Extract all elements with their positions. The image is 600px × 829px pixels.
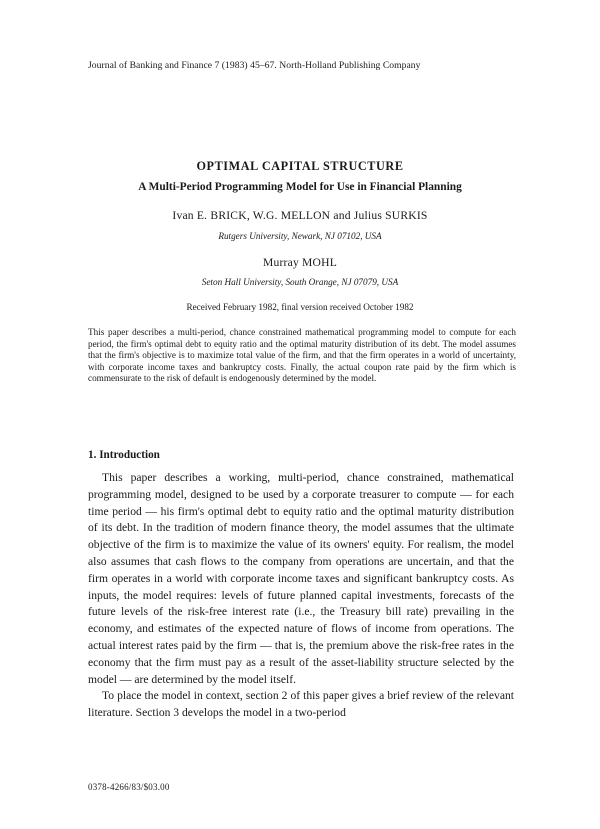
paper-title: OPTIMAL CAPITAL STRUCTURE bbox=[196, 159, 404, 173]
received-dates: Received February 1982, final version received October 1982 bbox=[186, 302, 414, 312]
affiliation-seton-hall: Seton Hall University, South Orange, NJ 07079, USA bbox=[201, 277, 399, 287]
affiliation-rutgers: Rutgers University, Newark, NJ 07102, USA bbox=[218, 231, 382, 241]
journal-header: Journal of Banking and Finance 7 (1983) 45–67. North-Holland Publishing Company bbox=[88, 60, 421, 71]
abstract: This paper describes a multi-period, chance constrained mathematical programming model to compute for each period, the firm's optimal debt to equity ratio and the optimal maturity distribution of its debt. The model assumes that the firm's objective is to maximize total value of the firm, and that the firm operates in a world of uncertainty, with corporate income taxes and bankruptcy costs. Finally, the actual coupon rate paid by the firm which is commensurate to the risk of default is endogenously determined by the model. bbox=[88, 327, 516, 384]
paragraph: To place the model in context, section 2 of this paper gives a brief review of the relevant literature. Section 3 develops the model in a two-period bbox=[88, 689, 514, 720]
authors-line: Ivan E. BRICK, W.G. MELLON and Julius SURKIS bbox=[172, 209, 428, 222]
author-mohl: Murray MOHL bbox=[262, 256, 337, 269]
footer-code: 0378-4266/83/$03.00 bbox=[88, 782, 170, 792]
paragraph: This paper describes a working, multi-period, chance constrained, mathematical programming model, designed to be used by a corporate treasurer to compute — for each time period — his firm's optimal debt to equity ratio and the optimal maturity distribution of its debt. In the tradition of modern finance theory, the model assumes that the ultimate objective of the firm is to maximize the value of its owners' equity. For realism, the model also assumes that cash flows to the company from operations are uncertain, and that the firm operates in a world with corporate income taxes and significant bankruptcy costs. As inputs, the model requires: levels of future planned capital investments, forecasts of the future levels of the risk-free interest rate (i.e., the Treasury bill rate) prevailing in the economy, and estimates of the expected nature of flows of income from operations. The actual interest rates paid by the firm — that is, the premium above the risk-free rates in the economy that the firm must pay as a result of the asset-liability structure selected by the model — are determined by the model itself. bbox=[88, 471, 514, 686]
paper-subtitle: A Multi-Period Programming Model for Use in Financial Planning bbox=[138, 181, 462, 193]
section-heading: 1. Introduction bbox=[88, 449, 160, 461]
body-text bbox=[88, 470, 514, 722]
